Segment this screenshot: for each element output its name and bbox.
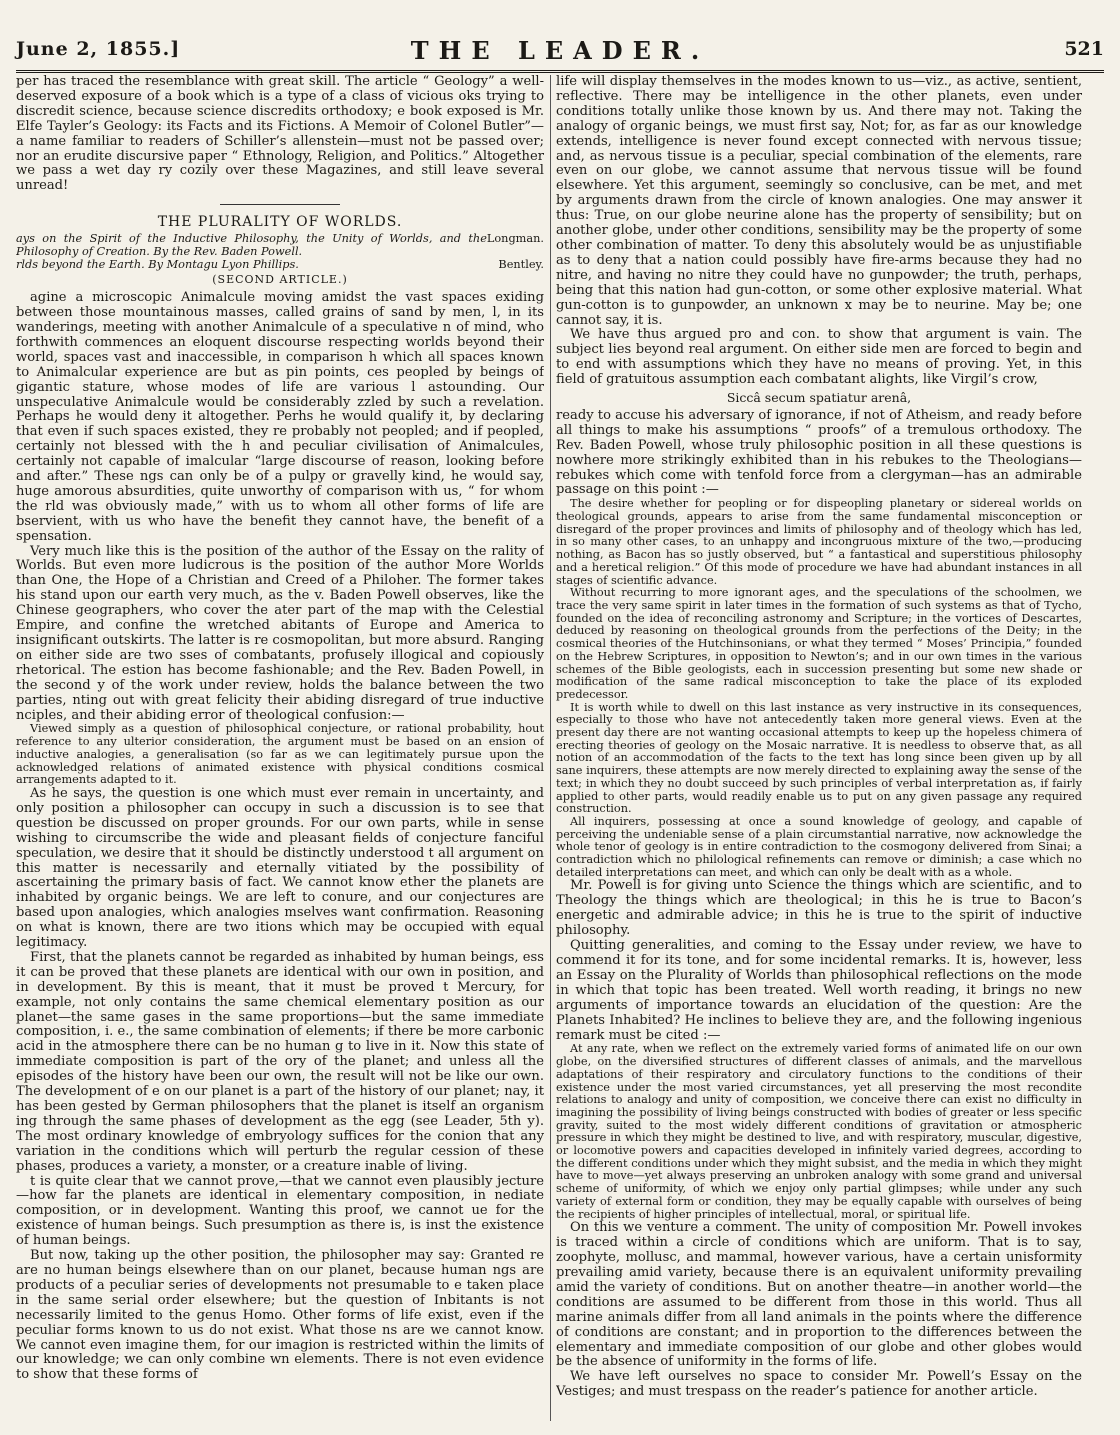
body-paragraph: Very much like this is the position of the author of the Essay on the rality of Worlds. But even more ludicrous is the position of the author More Worlds than One, the Hope of a Christian and Creed of a Philoher. The former takes his stand upon our earth very much, as the v. Baden Powell observes, like the Chinese geographers, who cover the ater part of the map with the Celestial Empire, and confine the wretched abitants of Europe and America to insignificant outskirts. The latter is re cosmopolitan, but more absurd. Ranging on either side are two sses of combatants, profusely illogical and copiously rhetorical. The estion has become fashionable; and the Rev. Baden Powell, in the second y of the work under review, holds the balance between the two parties, nting out with great felicity their abiding disregard of true inductive nciples, and their abiding error of theological confusion:—: [16, 543, 544, 723]
block-quote: Viewed simply as a question of philosophical conjecture, or rational probability, hout reference to any ulterior consideration, the argument must be based on an ension of inductive analogies, a generalisation (so far as we can legitimately pursue upon the acknowledged relations of animated existence with physical conditions cosmical arrangements adapted to it.: [16, 722, 544, 787]
body-paragraph: agine a microscopic Animalcule moving amidst the vast spaces exiding between those mountainous masses, called grains of sand by men, l, in its wanderings, meeting with another Animalcule of a speculative n of mind, who forthwith commences an eloquent discourse respecting worlds beyond their world, spaces vast and inaccessible, in comparison h which all spaces known to Animalcular experience are but as pin points, ces peopled by beings of gigantic stature, whose modes of life are various l astounding. Our unspeculative Animalcule would be considerably zzled by such a revelation. Perhaps he would deny it altogether. Perhs he would qualify it, by declaring that even if such spaces existed, they re probably not peopled; and if peopled, certainly not blessed with the h and peculiar civilisation of Animalcules, certainly not capable of imalcular “large discourse of reason, looking before and after.” These ngs can only be of a pulpy or gravelly kind, he would say, huge amorous absurdities, quite unworthy of comparison with us, “ for whom the rld was obviously made,” with us to whom all other forms of life are bservient, with us who have the benefit they cannot have, the benefit of a spensation.: [16, 290, 544, 544]
body-paragraph: life will display themselves in the modes known to us—viz., as active, sentient, reflective. There may be intelligence in the other planets, even under conditions totally unlike those known by us. And there may not. Taking the analogy of organic beings, we must first say, Not; for, as far as our knowledge extends, intelligence is never found except connected with nervous tissue; and, as nervous tissue is a peculiar, special combination of the elements, rare even on our globe, we cannot assume that nervous tissue will be found elsewhere. Yet this argument, seemingly so conclusive, can be met, and met by arguments drawn from the circle of known analogies. One may answer it thus: True, on our globe neurine alone has the property of sensibility; but on another globe, under other conditions, sensibility may be the property of some other combination of matter. To deny this absolutely would be as unjustifiable as to deny that a nation could possibly have fire-arms because they had no nitre, and having no nitre they could have no gunpowder; the truth, perhaps, being that this nation had gun-cotton, or some other explosive material. What gun-cotton is to gunpowder, an unknown x may be to neurine. May be; one cannot say, it is.: [556, 75, 1082, 328]
block-quote: The desire whether for peopling or for dispeopling planetary or sidereal worlds on theological grounds, appears to arise from the same fundamental misconception or disregard of the proper provinces and limits of philosophy and of theology which has led, in so many other cases, to an unhappy and incongruous mixture of the two,—producing nothing, as Bacon has so justly observed, but “ a fantastical and superstitious philosophy and a heretical religion.” Of this mode of procedure we have had abundant instances in all stages of scientific advance.: [556, 497, 1082, 587]
reviewed-books: [16, 233, 544, 271]
book-title: ays on the Spirit of the Inductive Philosophy, the Unity of Worlds, and the Philosophy of Creation. By the Rev. Baden Powell.: [16, 232, 487, 258]
right-column: [556, 75, 1082, 1423]
page-header: [16, 30, 1104, 73]
body-paragraph: t is quite clear that we cannot prove,—that we cannot even plausibly jecture—how far the planets are identical in elementary composition, in nediate composition, or in development. Wanting this proof, we cannot ue for the existence of human beings. Such presumption as there is, is inst the existence of human beings.: [16, 1173, 544, 1249]
body-paragraph: First, that the planets cannot be regarded as inhabited by human beings, ess it can be proved that these planets are identical with our own in position, and in development. By this is meant, that it must be proved t Mercury, for example, not only contains the same chemical elementary position as our planet—the same gases in the same proportions—but the same immediate composition, i. e., the same combination of elements; if there be more carbonic acid in the atmosphere there can be no human g to live in it. Now this state of immediate composition is part of the ory of the planet; and unless all the episodes of the history have been our own, the result will not be like our own. The development of e on our planet is a part of the history of our planet; nay, it has been gested by German philosophers that the planet is itself an organism ing through the same phases of development as the egg (see Leader, 5th y). The most ordinary knowledge of embryology suffices for the conion that any variation in the conditions which will perturb the regular cession of these phases, produces a variety, a monster, or a creature inable of living.: [16, 949, 544, 1174]
masthead-title: THE LEADER.: [410, 36, 710, 65]
book-title: rlds beyond the Earth. By Montagu Lyon Phillips.: [16, 257, 299, 271]
intro-paragraph: per has traced the resemblance with great skill. The article “ Geology” a well-deserved exposure of a book which is a type of a class of vicious oks trying to discredit science, because science discredits orthodoxy; e book exposed is Mr. Elfe Tayler’s Geology: its Facts and its Fictions. A Memoir of Colonel Butler”—a name familiar to readers of Schiller’s allenstein—must not be passed over; nor an erudite discursive paper “ Ethnology, Religion, and Politics.” Altogether we pass a wet day ry cozily over these Magazines, and still leave several unread!: [16, 75, 544, 194]
body-paragraph: Mr. Powell is for giving unto Science the things which are scientific, and to Theology the things which are theological; in this he is true to Bacon’s energetic and admirable advice; in this he is true to the spirit of inductive philosophy.: [556, 878, 1082, 939]
book-publisher: Bentley.: [498, 257, 544, 271]
article-title: THE PLURALITY OF WORLDS.: [157, 214, 403, 231]
book-entry: [16, 233, 544, 258]
column-rule: [550, 75, 551, 1421]
body-paragraph: We have left ourselves no space to consider Mr. Powell’s Essay on the Vestiges; and must trespass on the reader’s patience for another article.: [556, 1369, 1082, 1400]
block-quote: All inquirers, possessing at once a sound knowledge of geology, and capable of perceiving the undeniable sense of a plain circumstantial narrative, now acknowledge the whole tenor of geology is in entire contradiction to the cosmogony delivered from Sinai; a contradiction which no philological refinements can remove or diminish; a case which no detailed interpretations can meet, and which can only be dealt with as a whole.: [556, 814, 1082, 879]
body-paragraph: On this we venture a comment. The unity of composition Mr. Powell invokes is traced within a circle of conditions which are uniform. That is to say, zoophyte, mollusc, and mammal, however various, have a certain unisformity prevailing amid variety, because there is an equivalent uniformity prevailing amid the variety of conditions. But on another theatre—in another world—the conditions are assumed to be different from those in this world. Thus all marine animals differ from all land animals in the points where the difference of conditions are constant; and in proportion to the differences between the elementary and immediate composition of our globe and other globes would be the absence of uniformity in the forms of life.: [556, 1220, 1082, 1370]
block-quote: It is worth while to dwell on this last instance as very instructive in its consequences, especially to those who have not antecedently taken more general views. Even at the present day there are not wanting occasional attempts to keep up the hopeless chimera of erecting theories of geology on the Mosaic narrative. It is needless to observe that, as all notion of an accommodation of the facts to the text has long since been given up by all sane inquirers, these attempts are now merely directed to explaining away the sense of the text; in which they no doubt succeed by such principles of verbal interpretation as, if fairly applied to other parts, would readily enable us to put on any given passage any required construction.: [556, 700, 1082, 816]
left-column: [16, 75, 544, 1423]
article-subtitle: (SECOND ARTICLE.): [212, 273, 348, 287]
block-quote: Without recurring to more ignorant ages, and the speculations of the schoolmen, we trace the very same spirit in later times in the formation of such systems as that of Tycho, founded on the idea of reconciling astronomy and Scripture; in the vortices of Descartes, deduced by reasoning on theological grounds from the perfections of the Deity; in the cosmical theories of the Hutchinsonians, or what they termed “ Moses’ Principia,” founded on the Hebrew Scriptures, in opposition to Newton’s; and in our own times in the various schemes of the Bible geologists, each in succession presenting but some new shade or modification of the same radical misconception to take the place of its exploded predecessor.: [556, 586, 1082, 701]
body-paragraph: Quitting generalities, and coming to the Essay under review, we have to commend it for its tone, and for some incidental remarks. It is, however, less an Essay on the Plurality of Worlds than philosophical reflections on the mode in which that topic has been treated. Well worth reading, it brings no new arguments of importance towards an elucidation of the question: Are the Planets Inhabited? He inclines to believe they are, and the following ingenious remark must be cited :—: [556, 938, 1082, 1043]
body-paragraph: As he says, the question is one which must ever remain in uncertainty, and only position a philosopher can occupy in such a discussion is to see that question be discussed on proper grounds. For our own parts, while in sense wishing to circumscribe the wide and pleasant fields of conjecture fanciful speculation, we desire that it should be distinctly understood t all argument on this matter is necessarily and eternally vitiated by the possibility of ascertaining the primary basis of fact. We cannot know ether the planets are inhabited by organic beings. We are left to conure, and our conjectures are based upon analogies, which analogies mselves want confirmation. Reasoning on what is known, there are two itions which may be occupied with equal legitimacy.: [16, 785, 544, 951]
issue-date: June 2, 1855.]: [16, 38, 181, 60]
book-publisher: Longman.: [486, 232, 544, 246]
latin-quotation: Siccâ secum spatiatur arenâ,: [726, 390, 912, 406]
page-number: 521: [1064, 38, 1104, 60]
section-divider: [220, 204, 340, 205]
body-paragraph: ready to accuse his adversary of ignorance, if not of Atheism, and ready before all things to make his assumptions “ proofs” of a tremulous orthodoxy. The Rev. Baden Powell, whose truly philosophic position in all these questions is nowhere more strikingly exhibited than in his rebukes to the Theologians—rebukes which come with tenfold force from a clergyman—has an admirable passage on this point :—: [556, 407, 1082, 498]
body-paragraph: We have thus argued pro and con. to show that argument is vain. The subject lies beyond real argument. On either side men are forced to begin and to end with assumptions which they have no means of proving. Yet, in this field of gratuitous assumption each combatant alights, like Virgil’s crow,: [556, 327, 1082, 388]
book-entry: [16, 259, 544, 272]
block-quote: At any rate, when we reflect on the extremely varied forms of animated life on our own globe, on the diversified structures of different classes of animals, and the marvellous adaptations of their respiratory and circulatory functions to the conditions of their existence under the most varied circumstances, yet all preserving the most recondite relations to analogy and unity of composition, we conceive there can exist no difficulty in imagining the possibility of living beings constructed with bodies of greater or less specific gravity, suited to the most widely different conditions of gravitation or atmospheric pressure in which they might be destined to live, and with respiratory, muscular, digestive, or locomotive powers and capacities developed in infinitely varied degrees, according to the different conditions under which they might subsist, and the media in which they might have to move—yet always preserving an unbroken analogy with some grand and universal scheme of uniformity, of which we enjoy only partial glimpses; while under any such variety of external form or condition, they may be equally capable with ourselves of being the recipients of higher principles of intellectual, moral, or spiritual life.: [556, 1042, 1082, 1221]
body-paragraph: But now, taking up the other position, the philosopher may say: Granted re are no human beings elsewhere than on our planet, because human ngs are products of a peculiar series of developments not presumable to e taken place in the same serial order elsewhere; but the question of Inbitants is not necessarily limited to the genus Homo. Other forms of life exist, even if the peculiar forms known to us do not exist. What those ns are we cannot know. We cannot even imagine them, for our imagion is restricted within the limits of our knowledge; we can only combine wn elements. There is not even evidence to show that these forms of: [16, 1248, 544, 1383]
